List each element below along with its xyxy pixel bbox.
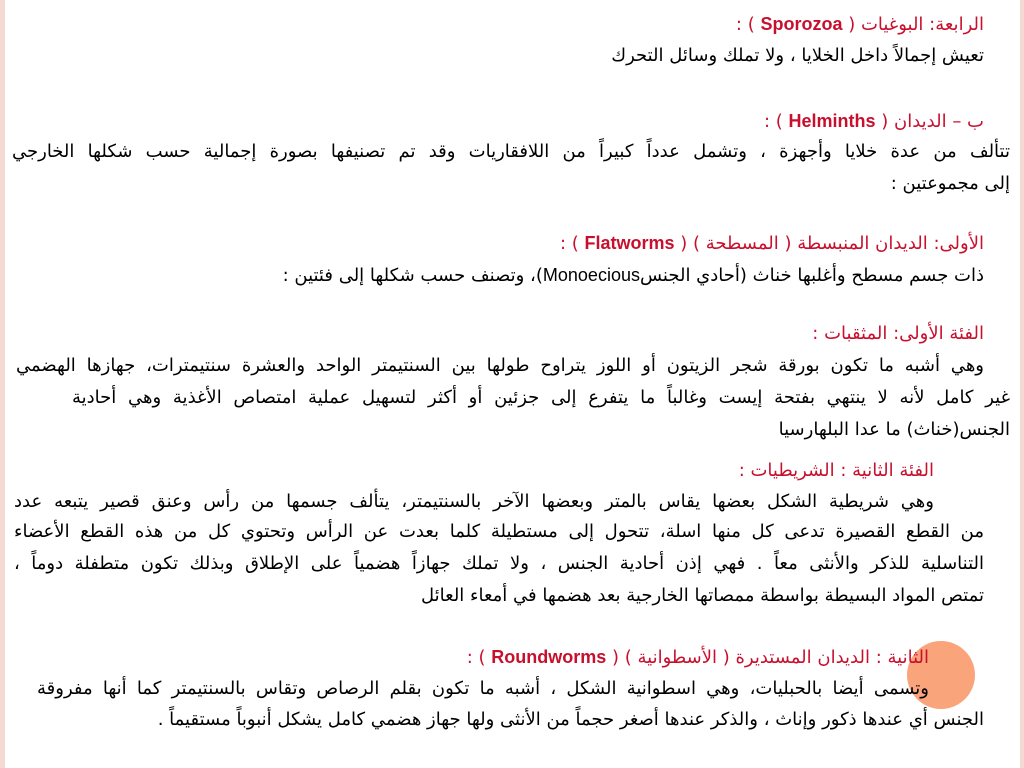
roundworms-heading-tail: ) :: [466, 647, 486, 668]
roundworms-heading: [467, 645, 929, 670]
trematodes-heading: الفئة الأولى: المثقبات :: [812, 323, 984, 344]
helminths-heading-text: ب – الديدان (: [881, 111, 984, 132]
flatworms-line-1-start: ذات جسم مسطح وأغلبها خناث (أحادي الجنس: [639, 265, 984, 286]
sporozoa-line-1: تعيش إجمالاً داخل الخلايا ، ولا تملك وسائل التحرك: [611, 45, 984, 66]
roundworms-line-2: الجنس أي عندها ذكور وإناث ، والذكر عندها أصغر حجماً من الأنثى ولها جهاز هضمي كامل يشكل أنبوباً مستقيماً .: [157, 709, 984, 730]
helminths-heading: [764, 109, 984, 134]
flatworms-line-1-end: )، وتصنف حسب شكلها إلى فئتين :: [282, 265, 543, 286]
helminths-line-2: إلى مجموعتين :: [890, 173, 1010, 194]
flatworms-heading: [560, 231, 984, 256]
sporozoa-latin-term: Sporozoa: [760, 14, 843, 34]
helminths-latin-term: Helminths: [788, 111, 876, 131]
monoecious-term: Monoecious: [542, 265, 640, 285]
roundworms-latin-term: Roundworms: [491, 647, 607, 667]
cestodes-line-4: تمتص المواد البسيطة بواسطة ممصاتها الخارجية بعد هضمها في أمعاء العائل: [421, 585, 984, 606]
sporozoa-heading-tail: ) :: [735, 14, 755, 35]
trematodes-line-3: الجنس(خناث) ما عدا البلهارسيا: [778, 419, 1010, 440]
sporozoa-heading-text: الرابعة: البوغيات (: [848, 14, 984, 35]
sporozoa-heading: [736, 12, 984, 37]
cestodes-line-3: التناسلية للذكر والأنثى معاً . فهي إذن أحادية الجنس ، ولا تملك جهازاً هضمياً على الإطلاق وبذلك تكون متطفلة دوماً ،: [14, 553, 984, 574]
cestodes-heading: الفئة الثانية : الشريطيات :: [738, 460, 934, 481]
roundworms-line-1: وتسمى أيضا بالحبليات، وهي اسطوانية الشكل ، أشبه ما تكون بقلم الرصاص وتقاس بالسنتيمتر كما أنها مفروقة: [37, 678, 929, 699]
trematodes-line-1: وهي أشبه ما تكون بورقة شجر الزيتون أو اللوز يتراوح طولها بين السنتيمتر الواحد والعشرة سنتيمترات، جهازها الهضمي: [16, 355, 984, 376]
flatworms-heading-tail: ) :: [559, 233, 579, 254]
right-side-stripe: [1020, 0, 1024, 768]
left-side-stripe: [0, 0, 5, 768]
helminths-heading-tail: ) :: [763, 111, 783, 132]
flatworms-heading-text: الأولى: الديدان المنبسطة ( المسطحة ) (: [680, 233, 984, 254]
trematodes-line-2: غير كامل لأنه لا ينتهي بفتحة إيست وغالباً ما يتفرع إلى جزئين أو أكثر لتسهيل عملية امتصاص الأغذية وهي أحادية: [72, 387, 1010, 408]
flatworms-line-1: [283, 263, 984, 288]
flatworms-latin-term: Flatworms: [584, 233, 675, 253]
cestodes-line-2: من القطع القصيرة تدعى كل منها اسلة، تتحول إلى مستطيلة كلما بعدت عن الرأس وتحتوي كل من هذه القطع الأعضاء: [14, 521, 984, 542]
cestodes-line-1: وهي شريطية الشكل بعضها يقاس بالمتر وبعضها الآخر بالسنتيمتر، يتألف جسمها من رأس وعنق قصير يتبعه عدد: [14, 491, 934, 512]
helminths-line-1: تتألف من عدة خلايا وأجهزة ، وتشمل عدداً كبيراً من اللافقاريات وقد تم تصنيفها بصورة إجمالية حسب شكلها الخارجي: [12, 141, 1010, 162]
roundworms-heading-text: الثانية : الديدان المستديرة ( الأسطوانية ) (: [612, 647, 929, 668]
